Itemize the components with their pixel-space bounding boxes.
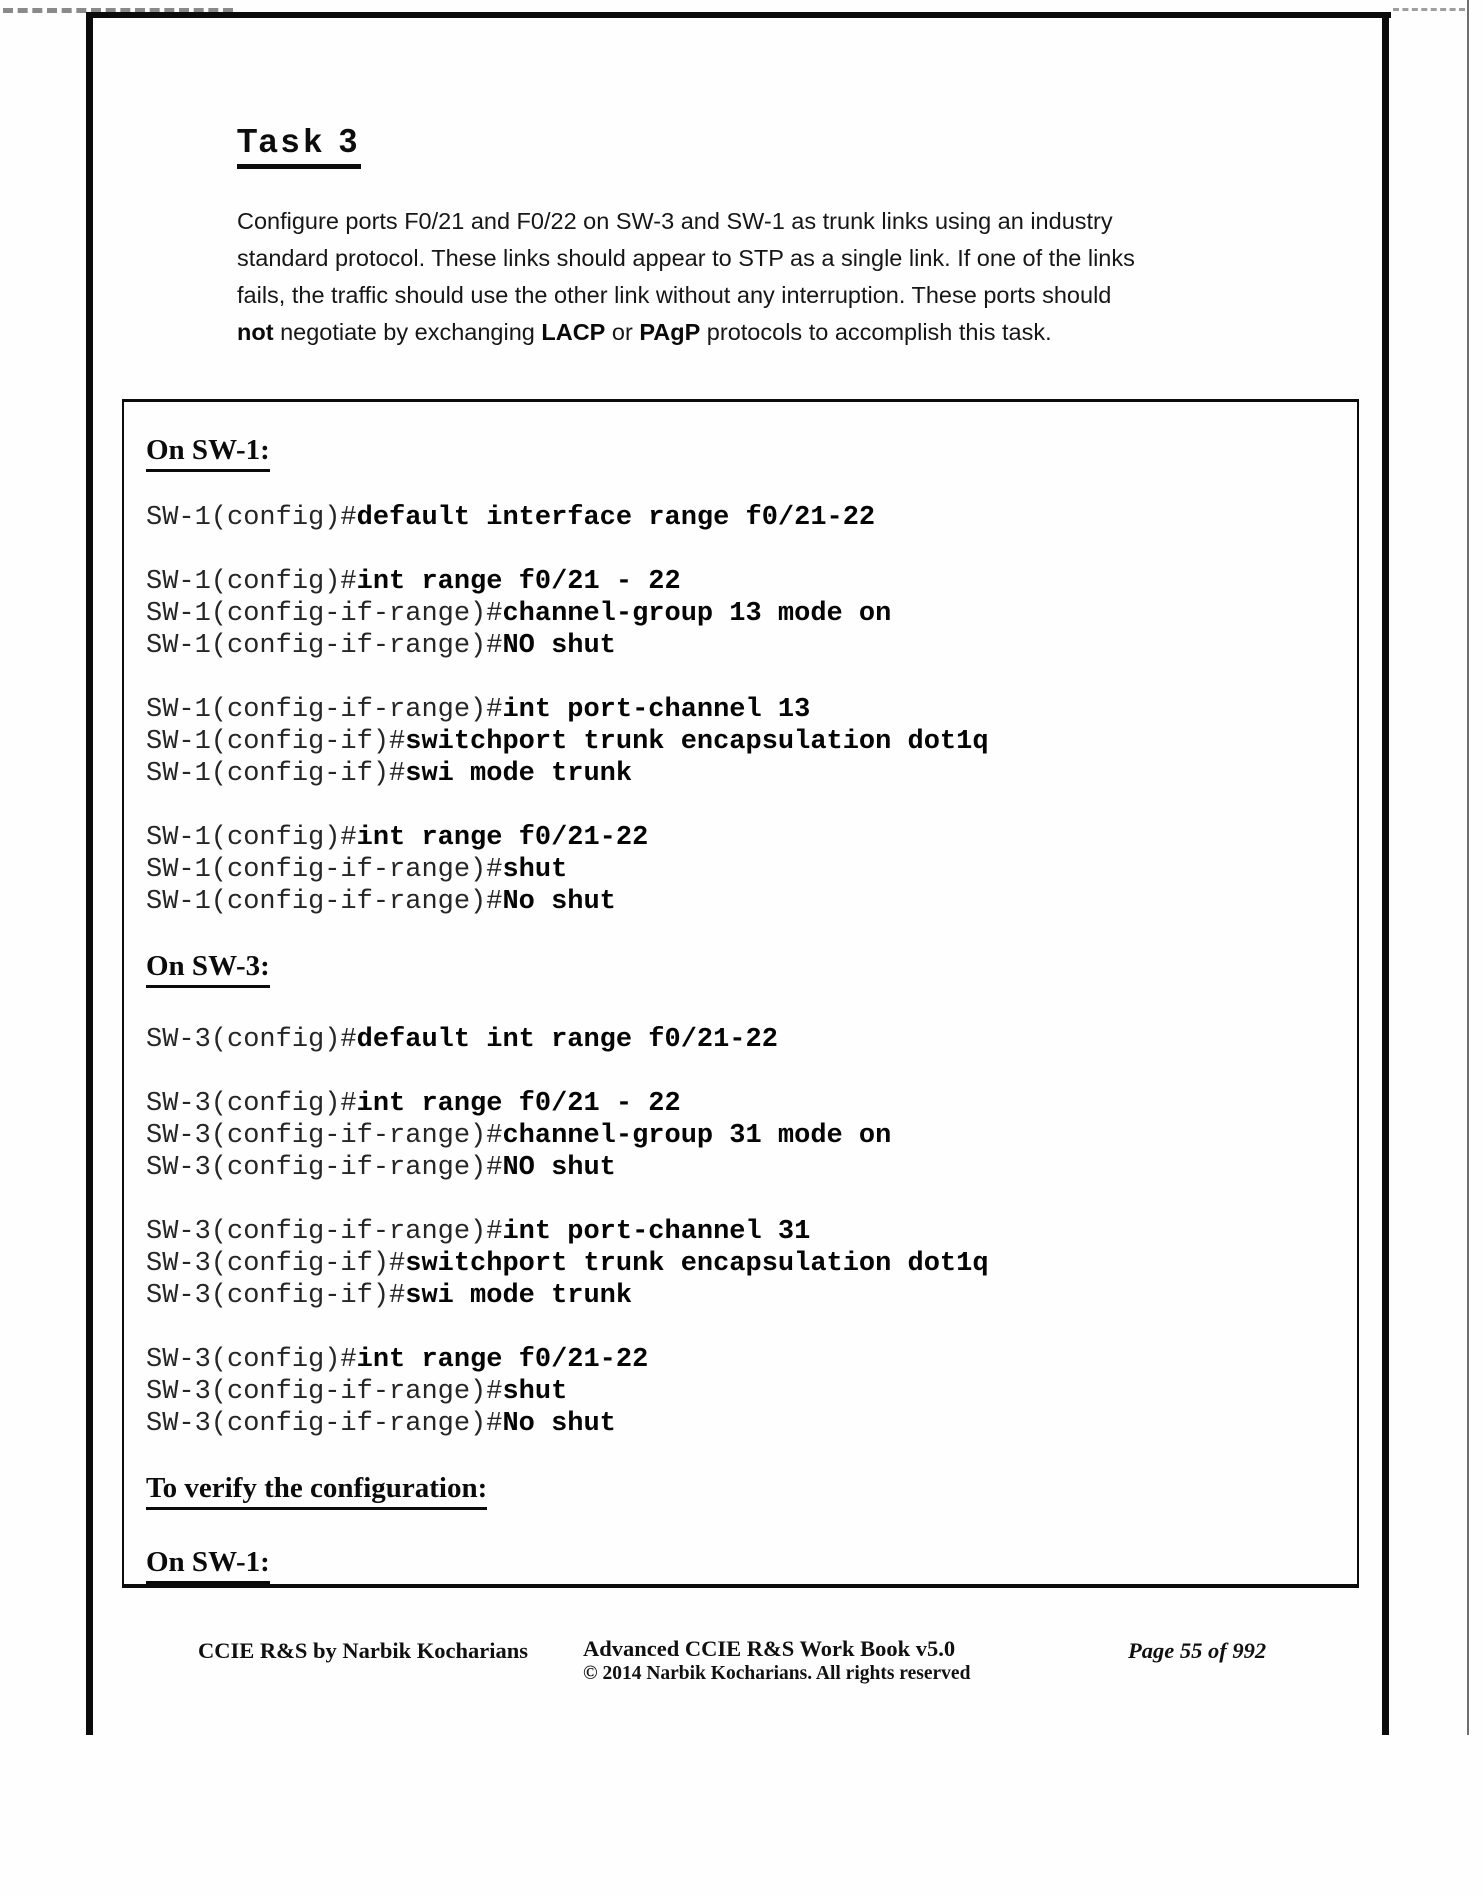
code-line xyxy=(146,758,1341,790)
intro-text: negotiate by exchanging xyxy=(273,319,542,345)
intro-bold-not: not xyxy=(237,319,274,345)
task-intro xyxy=(237,203,1135,351)
code-command: channel-group 13 mode on xyxy=(502,599,892,629)
code-command: No shut xyxy=(502,1409,616,1439)
code-command: default interface range f0/21-22 xyxy=(356,503,876,533)
page-border-right xyxy=(1382,12,1389,1735)
code-group xyxy=(146,1216,1341,1312)
code-line xyxy=(146,886,1341,918)
code-prompt: SW-3(config)# xyxy=(146,1089,357,1119)
code-command: shut xyxy=(502,855,568,885)
heading-verify-text: To verify the configuration: xyxy=(146,1472,487,1510)
code-group xyxy=(146,566,1341,662)
heading-verify xyxy=(146,1472,1341,1510)
code-prompt: SW-3(config-if)# xyxy=(146,1249,406,1279)
code-group xyxy=(146,1024,1341,1056)
scan-artifact-dash-top-right xyxy=(1393,8,1465,11)
code-prompt: SW-3(config)# xyxy=(146,1025,357,1055)
code-command: NO shut xyxy=(502,631,616,661)
code-line xyxy=(146,854,1341,886)
heading-verify-on-sw1 xyxy=(146,1546,1341,1584)
footer-book-title: Advanced CCIE R&S Work Book v5.0 xyxy=(583,1636,956,1661)
code-prompt: SW-1(config-if-range)# xyxy=(146,855,503,885)
code-prompt: SW-1(config)# xyxy=(146,503,357,533)
code-line xyxy=(146,1376,1341,1408)
intro-bold-pagp: PAgP xyxy=(639,319,701,345)
page-border-left xyxy=(86,12,93,1735)
heading-on-sw3 xyxy=(146,950,1341,988)
intro-line: Configure ports F0/21 and F0/22 on SW-3 and SW-1 as trunk links using an industry xyxy=(237,208,1113,234)
heading-on-sw3-text: On SW-3: xyxy=(146,950,270,988)
page-border-top xyxy=(88,12,1391,18)
code-command: int range f0/21 - 22 xyxy=(356,567,681,597)
code-prompt: SW-3(config-if-range)# xyxy=(146,1217,503,1247)
code-command: swi mode trunk xyxy=(405,1281,633,1311)
config-box xyxy=(122,399,1359,1588)
code-line xyxy=(146,1024,1341,1056)
code-group xyxy=(146,502,1341,534)
code-command: shut xyxy=(502,1377,568,1407)
footer-author: CCIE R&S by Narbik Kocharians xyxy=(198,1638,529,1663)
code-line xyxy=(146,1344,1341,1376)
code-prompt: SW-1(config-if-range)# xyxy=(146,631,503,661)
heading-verify-on-sw1-text: On SW-1: xyxy=(146,1546,270,1584)
code-prompt: SW-1(config)# xyxy=(146,567,357,597)
scan-edge-line xyxy=(1467,0,1469,1735)
code-prompt: SW-1(config-if)# xyxy=(146,759,406,789)
page-footer xyxy=(122,1636,1359,1700)
code-line xyxy=(146,566,1341,598)
code-command: int range f0/21 - 22 xyxy=(356,1089,681,1119)
code-prompt: SW-1(config-if)# xyxy=(146,727,406,757)
code-command: int range f0/21-22 xyxy=(356,1345,649,1375)
code-prompt: SW-1(config)# xyxy=(146,823,357,853)
code-command: int port-channel 31 xyxy=(502,1217,811,1247)
code-command: switchport trunk encapsulation dot1q xyxy=(405,727,989,757)
code-prompt: SW-1(config-if-range)# xyxy=(146,599,503,629)
code-command: No shut xyxy=(502,887,616,917)
code-prompt: SW-1(config-if-range)# xyxy=(146,887,503,917)
code-prompt: SW-3(config-if-range)# xyxy=(146,1153,503,1183)
intro-text: protocols to accomplish this task. xyxy=(700,319,1052,345)
code-command: swi mode trunk xyxy=(405,759,633,789)
code-line xyxy=(146,1248,1341,1280)
code-command: int port-channel 13 xyxy=(502,695,811,725)
code-group xyxy=(146,694,1341,790)
code-line xyxy=(146,630,1341,662)
code-command: NO shut xyxy=(502,1153,616,1183)
task-title: Task 3 xyxy=(237,124,361,169)
code-line xyxy=(146,1120,1341,1152)
code-line xyxy=(146,1408,1341,1440)
code-line xyxy=(146,1216,1341,1248)
footer-center-block xyxy=(583,1636,970,1685)
code-prompt: SW-3(config)# xyxy=(146,1345,357,1375)
code-group xyxy=(146,822,1341,918)
code-prompt: SW-3(config-if)# xyxy=(146,1281,406,1311)
code-prompt: SW-3(config-if-range)# xyxy=(146,1409,503,1439)
code-line xyxy=(146,1152,1341,1184)
code-prompt: SW-3(config-if-range)# xyxy=(146,1377,503,1407)
code-line xyxy=(146,598,1341,630)
code-command: default int range f0/21-22 xyxy=(356,1025,778,1055)
intro-bold-lacp: LACP xyxy=(541,319,606,345)
code-prompt: SW-1(config-if-range)# xyxy=(146,695,503,725)
code-line xyxy=(146,694,1341,726)
intro-line: standard protocol. These links should appear to STP as a single link. If one of the links xyxy=(237,245,1135,271)
intro-text: or xyxy=(605,319,640,345)
code-command: switchport trunk encapsulation dot1q xyxy=(405,1249,989,1279)
code-line xyxy=(146,1088,1341,1120)
code-line xyxy=(146,502,1341,534)
code-command: channel-group 31 mode on xyxy=(502,1121,892,1151)
code-line xyxy=(146,822,1341,854)
intro-line xyxy=(237,314,1135,351)
code-command: int range f0/21-22 xyxy=(356,823,649,853)
footer-page-number: Page 55 of 992 xyxy=(1128,1638,1267,1663)
heading-on-sw1 xyxy=(146,434,1341,472)
code-line xyxy=(146,1280,1341,1312)
code-line xyxy=(146,726,1341,758)
code-group xyxy=(146,1088,1341,1184)
heading-on-sw1-text: On SW-1: xyxy=(146,434,270,472)
intro-line: fails, the traffic should use the other link without any interruption. These ports should xyxy=(237,282,1112,308)
code-group xyxy=(146,1344,1341,1440)
code-prompt: SW-3(config-if-range)# xyxy=(146,1121,503,1151)
footer-copyright: © 2014 Narbik Kocharians. All rights reserved xyxy=(583,1663,971,1684)
